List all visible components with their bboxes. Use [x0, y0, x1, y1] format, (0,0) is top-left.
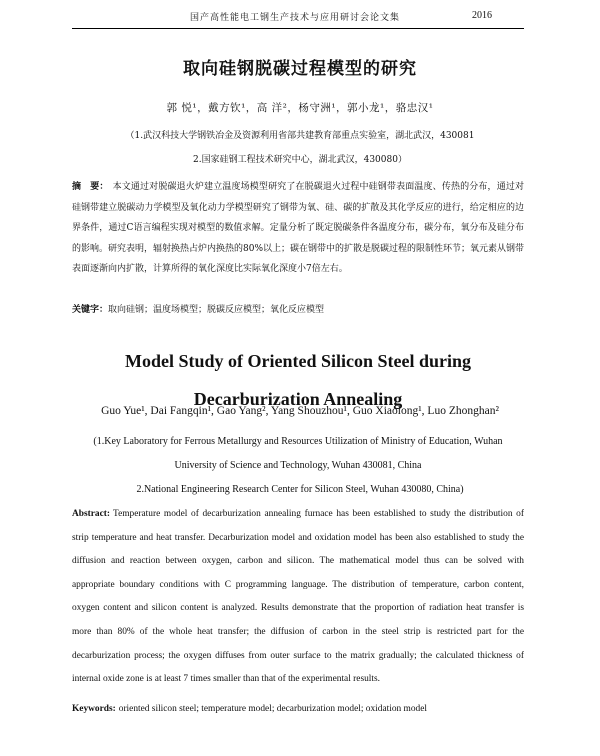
- english-keywords: [72, 704, 524, 714]
- running-header: 国产高性能电工钢生产技术与应用研讨会论文集: [189, 13, 400, 23]
- english-affiliation-1: (1.Key Laboratory for Ferrous Metallurgy and Resources Utilization of Ministry of Education, Wuhan University of Science and Technology, Wuhan 430081, China: [93, 436, 503, 471]
- chinese-abstract: [72, 177, 524, 280]
- chinese-keywords: [72, 302, 524, 315]
- english-abstract: [72, 503, 524, 692]
- chinese-keywords-label: 关键字：: [72, 305, 109, 315]
- english-keywords-text: oriented silicon steel; temperature model; decarburization model; oxidation model: [118, 704, 427, 714]
- chinese-abstract-label: 摘 要：: [72, 182, 109, 192]
- english-keywords-label: Keywords:: [72, 704, 116, 714]
- chinese-affiliation-2: 2.国家硅钢工程技术研究中心，湖北武汉，430080）: [193, 155, 407, 165]
- chinese-keywords-text: 取向硅钢；温度场模型；脱碳反应模型；氧化反应模型: [108, 305, 325, 315]
- chinese-title: 取向硅钢脱碳过程模型的研究: [183, 59, 417, 79]
- chinese-abstract-text: 本文通过对脱碳退火炉建立温度场模型研究了在脱碳退火过程中硅钢带表面温度、传热的分布，通过对硅钢带建立脱碳动力学模型及氧化动力学模型研究了钢带为氧、硅、碳的扩散及其化学反应的进行，给定相应的边界条件，通过C语言编程实现对模型的数值求解。定量分析了既定脱碳条件各温度分布，碳分布，氧分布及硅分布的影响。研究表明，辐射换热占炉内换热的80%以上；碳在钢带中的扩散是脱碳过程的限制性环节；氧元素从钢带表面逐渐向内扩散，计算所得的氧化深度比实际氧化深度小7倍左右。: [72, 182, 525, 275]
- english-affiliation-2: 2.National Engineering Research Center for Silicon Steel, Wuhan 430080, China): [136, 484, 464, 495]
- chinese-affiliation-1: （1.武汉科技大学钢铁冶金及资源利用省部共建教育部重点实验室，湖北武汉，430081: [125, 131, 475, 141]
- english-abstract-text: Temperature model of decarburization annealing furnace has been established to study the distribution of strip temperature and heat transfer. Decarburization model and oxidation model has been also established to study the diffusion and reaction between oxygen, carbon and silicon. The mathematical model thus can be solved with appropriate boundary conditions with C programming language. The distribution of temperature, carbon content, oxygen content and silicon content is analyzed. Results demonstrate that the proportion of radiation heat transfer is more than 80% of the whole heat transfer; the diffusion of carbon in the steel strip is restricted part for the decarburization process; the oxygen diffuses from outer surface to the matrix gradually; the calculated thickness of internal oxide zone is at least 7 times smaller than that of the experimental results.: [72, 509, 524, 685]
- header-divider: [72, 28, 524, 29]
- page-number: 2016: [472, 10, 492, 21]
- english-abstract-label: Abstract:: [72, 509, 111, 519]
- english-title: Model Study of Oriented Silicon Steel during Decarburization Annealing: [124, 351, 472, 409]
- english-authors: Guo Yue¹, Dai Fangqin¹, Gao Yang², Yang Shouzhou¹, Guo Xiaolong¹, Luo Zhonghan²: [101, 405, 499, 417]
- chinese-authors: 郭 悦¹，戴方钦¹，高 洋²，杨守洲¹，郭小龙¹，骆忠汉¹: [166, 102, 434, 114]
